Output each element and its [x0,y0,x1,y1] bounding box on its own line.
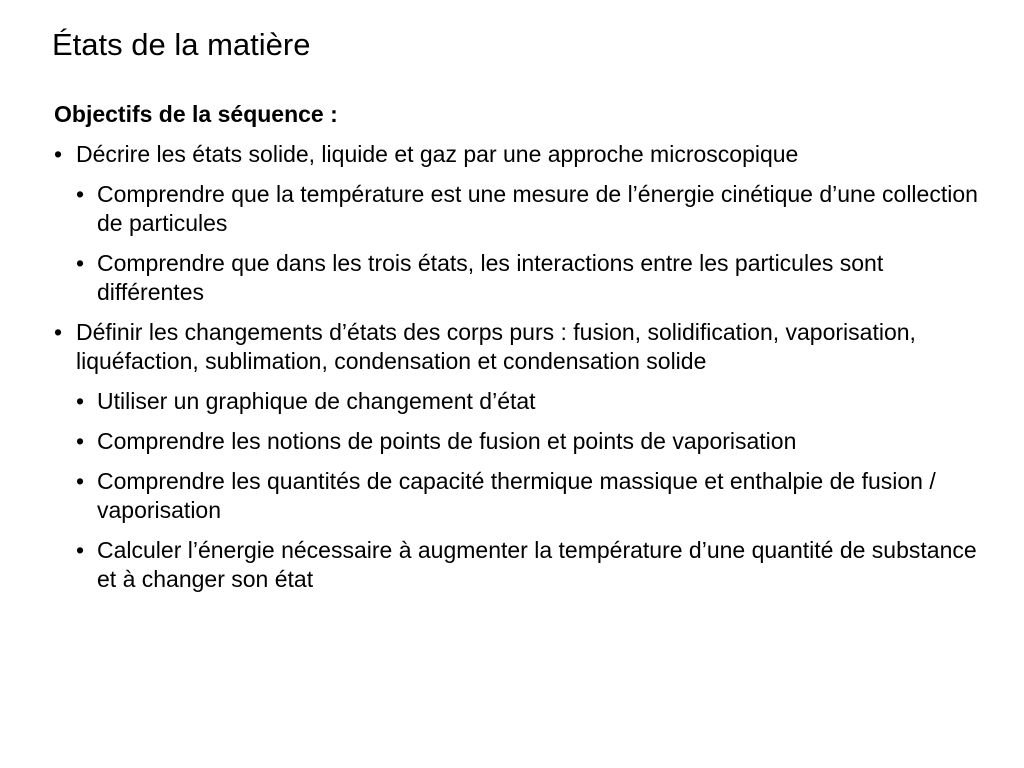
bullet-icon: • [76,468,85,494]
bullet-text: Comprendre que la température est une mesure de l’énergie cinétique d’une collection de particules [97,181,978,236]
bullet-text: Utiliser un graphique de changement d’état [97,388,536,414]
bullet-icon: • [76,388,85,414]
bullet-icon: • [54,319,63,345]
sub-bullet-item [76,387,994,416]
bullet-icon: • [76,181,85,207]
bullet-item [54,318,994,376]
bullet-icon: • [76,537,85,563]
bullet-text: Décrire les états solide, liquide et gaz par une approche microscopique [76,141,799,167]
bullet-text: Définir les changements d’états des corps purs : fusion, solidification, vaporisation, liquéfaction, sublimation, condensation et condensation solide [76,319,916,374]
bullet-icon: • [76,428,85,454]
objectives-heading: Objectifs de la séquence : [54,101,338,127]
bullet-icon: • [54,141,63,167]
bullet-text: Calculer l’énergie nécessaire à augmenter la température d’une quantité de substance et à changer son état [97,537,977,592]
sub-bullet-item [76,467,994,525]
bullet-icon: • [76,250,85,276]
sub-bullet-item [76,536,994,594]
bullet-item [54,140,994,169]
bullet-text: Comprendre les quantités de capacité thermique massique et enthalpie de fusion / vaporisation [97,468,936,523]
sub-bullet-item [76,180,994,238]
slide-content [54,100,994,605]
sub-bullet-item [76,249,994,307]
bullet-text: Comprendre les notions de points de fusion et points de vaporisation [97,428,797,454]
slide-title: États de la matière [52,27,311,62]
bullet-text: Comprendre que dans les trois états, les interactions entre les particules sont différentes [97,250,884,305]
sub-bullet-item [76,427,994,456]
